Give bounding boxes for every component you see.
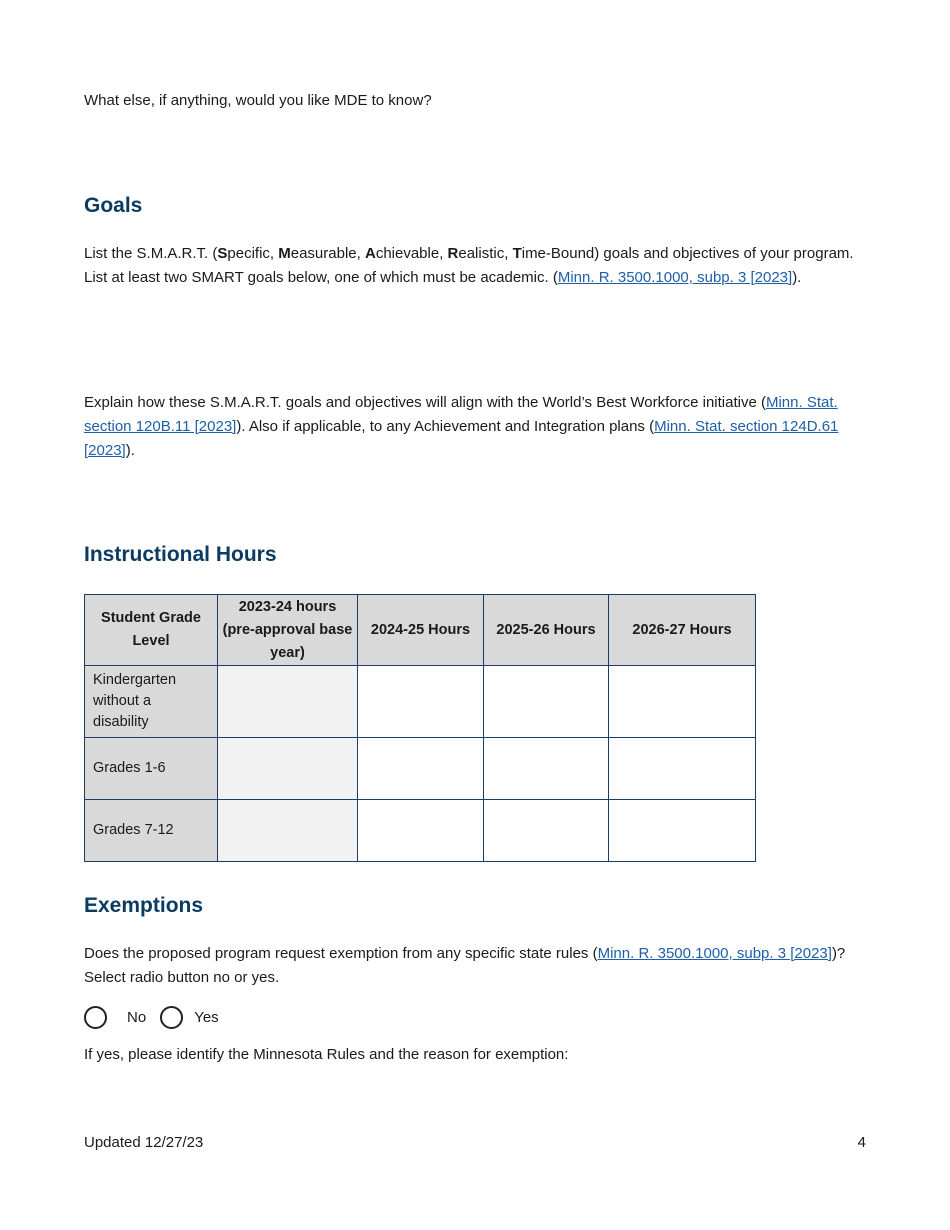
bold-letter: M	[278, 245, 291, 262]
row-label-kindergarten: Kindergarten without a disability	[85, 666, 218, 738]
column-header-2025-26: 2025-26 Hours	[484, 595, 609, 666]
goals-alignment-paragraph	[84, 391, 854, 463]
bold-letter: A	[364, 245, 376, 262]
hours-cell[interactable]	[609, 800, 756, 862]
text-run: chievable,	[375, 245, 448, 262]
minn-stat-120b11-link[interactable]: Minn. Stat. section 120B.11 [2023]	[84, 394, 838, 435]
exemptions-paragraph	[84, 942, 854, 990]
row-label-grades-1-6: Grades 1-6	[85, 738, 218, 800]
hours-cell[interactable]	[609, 738, 756, 800]
instructional-hours-table	[84, 594, 756, 862]
row-label-grades-7-12: Grades 7-12	[85, 800, 218, 862]
table-header-row	[85, 595, 756, 666]
instructional-hours-heading: Instructional Hours	[84, 543, 277, 566]
bold-letter: T	[512, 245, 522, 262]
hours-cell[interactable]	[484, 666, 609, 738]
radio-yes-label: Yes	[194, 1008, 219, 1026]
hours-cell[interactable]	[218, 738, 358, 800]
radio-no-label: No	[127, 1008, 147, 1026]
column-header-2026-27: 2026-27 Hours	[609, 595, 756, 666]
text-run: Explain how these S.M.A.R.T. goals and objectives will align with the World’s Best Workforce initiative (	[84, 394, 766, 411]
table-row	[85, 666, 756, 738]
table-row	[85, 738, 756, 800]
radio-yes[interactable]	[160, 1006, 183, 1029]
text-run: ).	[125, 442, 135, 459]
exemption-radio-group	[84, 1003, 233, 1031]
hours-cell[interactable]	[218, 666, 358, 738]
footer-updated-date: Updated 12/27/23	[84, 1134, 204, 1151]
text-run: ealistic,	[458, 245, 513, 262]
goals-smart-paragraph	[84, 242, 854, 290]
minn-r-3500-exemption-link[interactable]: Minn. R. 3500.1000, subp. 3 [2023]	[597, 945, 832, 962]
text-run: List the S.M.A.R.T. (	[84, 245, 218, 262]
exemptions-heading: Exemptions	[84, 894, 204, 917]
column-header-2024-25: 2024-25 Hours	[358, 595, 484, 666]
hours-cell[interactable]	[358, 800, 484, 862]
footer-page-number: 4	[857, 1134, 866, 1151]
text-run: ).	[792, 269, 802, 286]
text-run: ime-Bound) goals and objectives of your program. List at least two SMART goals below, one of which must be academic. (	[84, 245, 854, 286]
text-run: Does the proposed program request exemption from any specific state rules (	[84, 945, 598, 962]
mde-question: What else, if anything, would you like MDE to know?	[84, 92, 432, 109]
radio-no[interactable]	[84, 1006, 107, 1029]
bold-letter: S	[217, 245, 228, 262]
hours-cell[interactable]	[218, 800, 358, 862]
table-row	[85, 800, 756, 862]
minn-r-3500-link[interactable]: Minn. R. 3500.1000, subp. 3 [2023]	[557, 269, 793, 286]
goals-heading: Goals	[84, 194, 143, 217]
text-run: ). Also if applicable, to any Achievement and Integration plans (	[236, 418, 655, 435]
minn-stat-124d61-link[interactable]: Minn. Stat. section 124D.61 [2023]	[84, 418, 839, 459]
hours-cell[interactable]	[609, 666, 756, 738]
hours-cell[interactable]	[358, 666, 484, 738]
text-run: easurable,	[290, 245, 365, 262]
hours-cell[interactable]	[484, 800, 609, 862]
exemption-followup: If yes, please identify the Minnesota Rules and the reason for exemption:	[84, 1046, 569, 1063]
column-header-grade-level: Student Grade Level	[85, 595, 218, 666]
hours-cell[interactable]	[484, 738, 609, 800]
text-run: )? Select radio button no or yes.	[84, 945, 846, 986]
text-run: pecific,	[227, 245, 279, 262]
bold-letter: R	[447, 245, 459, 262]
hours-cell[interactable]	[358, 738, 484, 800]
column-header-2023-24: 2023-24 hours (pre-approval base year)	[218, 595, 358, 666]
